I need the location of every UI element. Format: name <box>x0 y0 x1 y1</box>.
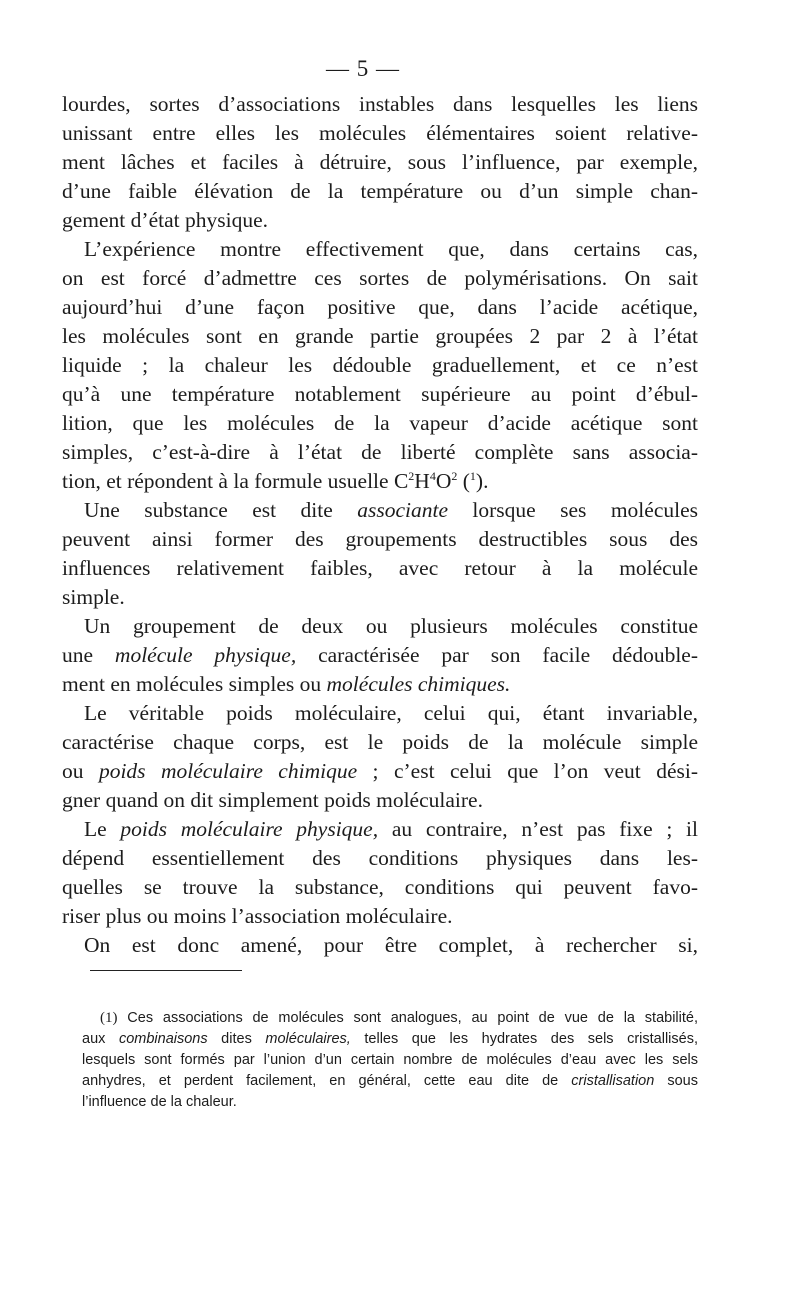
formula-element: H <box>414 469 430 493</box>
paragraph-7 <box>62 931 698 960</box>
footnote-line <box>82 1029 698 1050</box>
italic-term: combinaisons <box>118 1031 208 1047</box>
text-line: d’une faible élévation de la température ou d’un simple chan- <box>62 179 698 203</box>
text-segment: une <box>62 643 115 667</box>
text-line: qu’à une température notablement supérieure au point d’ébul- <box>62 382 698 406</box>
text-line <box>62 815 698 844</box>
formula-element: O <box>435 469 452 493</box>
paragraph-6 <box>62 815 698 931</box>
paragraph-1 <box>62 90 698 235</box>
text-segment: ). <box>475 469 489 493</box>
text-line: peuvent ainsi former des groupements destructibles sous des <box>62 527 698 551</box>
text-line: gement d’état physique. <box>62 208 268 232</box>
text-segment: ; c’est celui que l’on veut dési- <box>357 759 698 783</box>
text-segment: ou <box>62 759 99 783</box>
footnote-line: lesquels sont formés par l’union d’un certain nombre de molécules d’eau avec les sels <box>82 1052 698 1068</box>
text-line: aujourd’hui d’une façon positive que, dans l’acide acétique, <box>62 295 698 319</box>
text-segment: Une substance est dite <box>84 498 358 522</box>
text-line: gner quand on dit simplement poids moléculaire. <box>62 788 483 812</box>
text-segment: caractérisée par son facile dédouble- <box>296 643 698 667</box>
italic-term: poids moléculaire chimique <box>98 759 358 783</box>
text-line <box>62 757 698 786</box>
text-line <box>62 496 698 525</box>
footnote-line <box>82 1071 698 1092</box>
text-segment: anhydres, et perdent facilement, en général, cette eau dite de <box>82 1073 572 1089</box>
text-segment: Le <box>84 817 121 841</box>
page-number: — 5 — <box>326 56 400 81</box>
text-line: dépend essentiellement des conditions physiques dans les- <box>62 846 698 870</box>
text-line <box>62 641 698 670</box>
text-segment: Ces associations de molécules sont analogues, au point de vue de la stabilité, <box>117 1010 698 1026</box>
formula-superscript: 4 <box>429 469 436 483</box>
text-line: unissant entre elles les molécules élémentaires soient relative- <box>62 121 698 145</box>
footnote-reference[interactable]: 1 <box>469 469 476 483</box>
text-line: ment lâches et faciles à détruire, sous l’influence, par exemple, <box>62 150 698 174</box>
text-line: simples, c’est-à-dire à l’état de liberté complète sans associa- <box>62 440 698 464</box>
text-line: liquide ; la chaleur les dédouble graduellement, et ce n’est <box>62 353 698 377</box>
italic-term: associante <box>357 498 448 522</box>
text-line: simple. <box>62 585 125 609</box>
text-segment: ment en molécules simples ou <box>62 672 327 696</box>
text-line: riser plus ou moins l’association moléculaire. <box>62 904 453 928</box>
text-segment: au contraire, n’est pas fixe ; il <box>378 817 698 841</box>
text-line: lourdes, sortes d’associations instables dans lesquelles les liens <box>62 92 698 116</box>
text-segment: lorsque ses molécules <box>448 498 698 522</box>
paragraph-3 <box>62 496 698 612</box>
text-line <box>62 670 698 699</box>
text-line: L’expérience montre effectivement que, dans certains cas, <box>84 237 698 261</box>
paragraph-2 <box>62 235 698 496</box>
text-segment: ( <box>457 469 470 493</box>
text-line-formula <box>62 467 698 496</box>
formula-superscript: 2 <box>408 469 415 483</box>
italic-term: poids moléculaire physique, <box>120 817 379 841</box>
footnote-line: l’influence de la chaleur. <box>82 1094 237 1110</box>
text-segment: sous <box>654 1073 698 1089</box>
text-line: caractérise chaque corps, est le poids de la molécule simple <box>62 730 698 754</box>
paragraph-5 <box>62 699 698 815</box>
text-segment: dites <box>207 1031 266 1047</box>
text-segment: tion, et répondent à la formule usuelle C <box>62 469 409 493</box>
italic-term: cristallisation <box>571 1073 655 1089</box>
italic-term: molécules chimiques. <box>326 672 511 696</box>
text-line: influences relativement faibles, avec retour à la molécule <box>62 556 698 580</box>
text-line: lition, que les molécules de la vapeur d’acide acétique sont <box>62 411 698 435</box>
footnote <box>82 1008 698 1113</box>
text-line: Le véritable poids moléculaire, celui qui, étant invariable, <box>84 701 698 725</box>
italic-term: molécule physique, <box>114 643 297 667</box>
text-line: On est donc amené, pour être complet, à rechercher si, <box>84 933 698 957</box>
footnote-line <box>82 1008 698 1029</box>
paragraph-4 <box>62 612 698 699</box>
footnote-marker: (1) <box>100 1010 118 1026</box>
text-line: quelles se trouve la substance, conditions qui peuvent favo- <box>62 875 698 899</box>
text-segment: aux <box>82 1031 119 1047</box>
footnote-separator <box>90 970 242 971</box>
text-line: on est forcé d’admettre ces sortes de polymérisations. On sait <box>62 266 698 290</box>
formula-superscript: 2 <box>451 469 458 483</box>
italic-term: moléculaires, <box>265 1031 351 1047</box>
text-line: les molécules sont en grande partie groupées 2 par 2 à l’état <box>62 324 698 348</box>
text-line: Un groupement de deux ou plusieurs molécules constitue <box>84 614 698 638</box>
text-segment: telles que les hydrates des sels cristallisés, <box>350 1031 698 1047</box>
main-text <box>62 90 698 960</box>
